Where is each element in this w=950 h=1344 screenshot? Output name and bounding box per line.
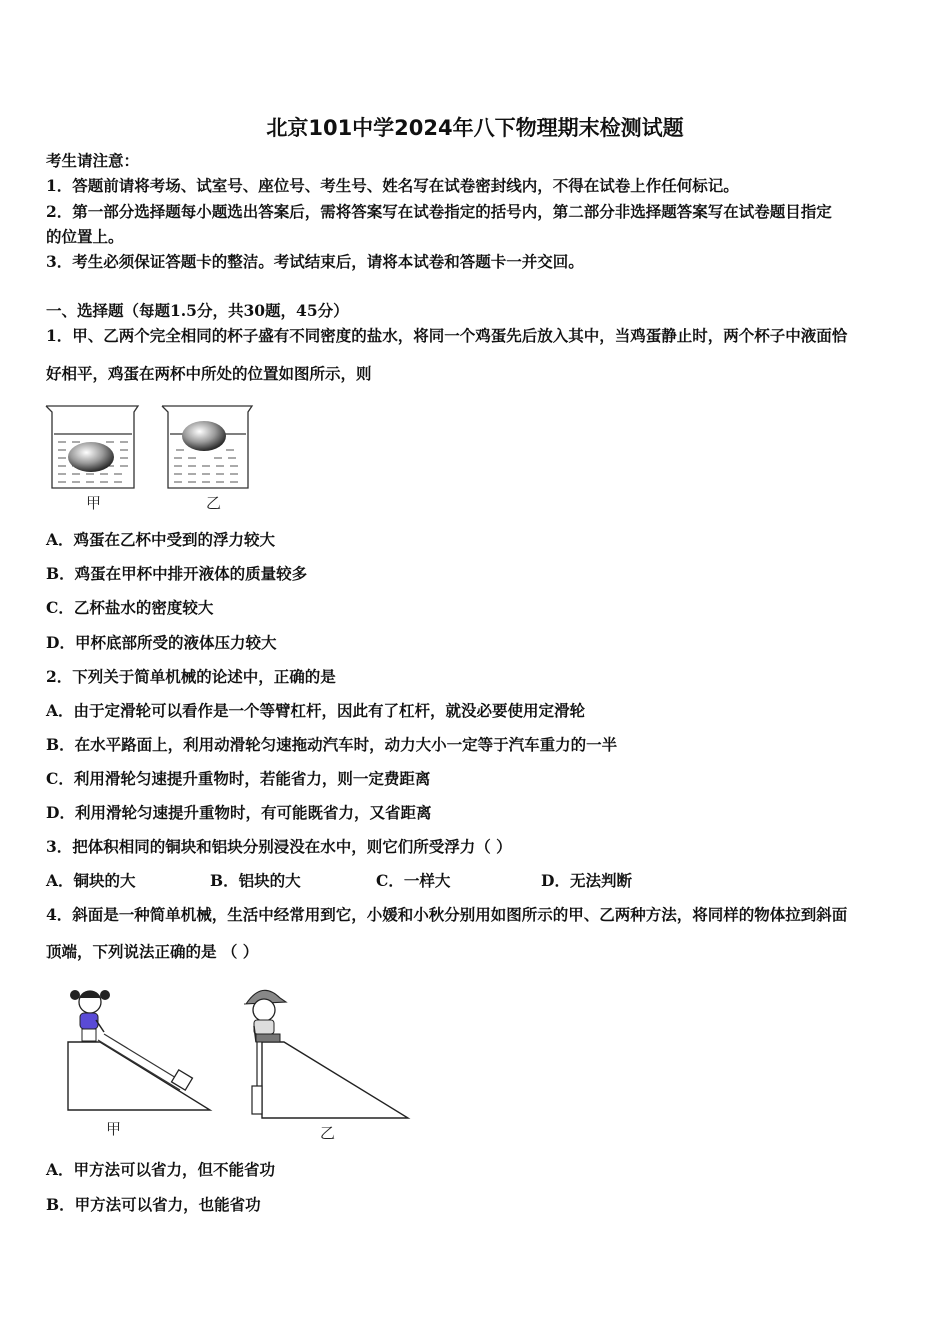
liquid-b-hatching	[174, 450, 238, 482]
block-b	[252, 1086, 262, 1114]
q1-label-b: 乙	[206, 494, 222, 512]
q1-label-a: 甲	[86, 494, 102, 512]
incline-b	[262, 1042, 408, 1118]
girl-figure	[70, 990, 110, 1041]
q2-option-d: D．利用滑轮匀速提升重物时，有可能既省力，又省距离	[46, 803, 432, 822]
q1-beakers-figure	[40, 398, 270, 516]
notice-item-1: 1．答题前请将考场、试室号、座位号、考生号、姓名写在试卷密封线内，不得在试卷上作任何标记。	[46, 176, 739, 195]
q2-stem: 2．下列关于简单机械的论述中，正确的是	[46, 667, 336, 686]
q1-option-b: B．鸡蛋在甲杯中排开液体的质量较多	[46, 564, 308, 583]
egg-b	[182, 421, 226, 451]
egg-a	[68, 442, 114, 472]
notice-item-3: 3．考生必须保证答题卡的整洁。考试结束后，请将本试卷和答题卡一并交回。	[46, 252, 584, 271]
section-heading: 一、选择题（每题1.5分，共30题，45分）	[46, 301, 349, 320]
q4-stem-line1: 4．斜面是一种简单机械，生活中经常用到它，小媛和小秋分别用如图所示的甲、乙两种方法，将同样的物体拉到斜面	[46, 905, 848, 924]
q4-option-a: A．甲方法可以省力，但不能省功	[46, 1160, 276, 1179]
q1-stem-line2: 好相平，鸡蛋在两杯中所处的位置如图所示，则	[46, 364, 372, 383]
q4-option-b: B．甲方法可以省力，也能省功	[46, 1195, 261, 1214]
q4-stem-line2: 顶端，下列说法正确的是 （ ）	[46, 942, 259, 961]
notice-heading: 考生请注意：	[46, 151, 140, 170]
q1-stem-line1: 1．甲、乙两个完全相同的杯子盛有不同密度的盐水，将同一个鸡蛋先后放入其中，当鸡蛋静止时，两个杯子中液面恰	[46, 326, 848, 345]
q1-option-a: A．鸡蛋在乙杯中受到的浮力较大	[46, 530, 276, 549]
q3-option-a: A．铜块的大	[46, 871, 136, 890]
q2-option-a: A．由于定滑轮可以看作是一个等臂杠杆，因此有了杠杆，就没必要使用定滑轮	[46, 701, 586, 720]
page-title: 北京101中学2024年八下物理期末检测试题	[266, 116, 684, 140]
boy-figure	[244, 990, 286, 1042]
q4-label-a: 甲	[106, 1120, 122, 1138]
q4-label-b: 乙	[320, 1124, 336, 1142]
q2-option-b: B．在水平路面上，利用动滑轮匀速拖动汽车时，动力大小一定等于汽车重力的一半	[46, 735, 618, 754]
q1-option-c: C．乙杯盐水的密度较大	[46, 598, 214, 617]
q4-incline-figure	[40, 980, 420, 1145]
notice-item-2-continued: 的位置上。	[46, 227, 124, 246]
q3-option-c: C．一样大	[376, 871, 451, 890]
q3-stem: 3．把体积相同的铜块和铝块分别浸没在水中，则它们所受浮力（ ）	[46, 837, 512, 856]
q1-option-d: D．甲杯底部所受的液体压力较大	[46, 633, 277, 652]
q3-option-b: B．铝块的大	[210, 871, 301, 890]
q2-option-c: C．利用滑轮匀速提升重物时，若能省力，则一定费距离	[46, 769, 431, 788]
notice-item-2: 2．第一部分选择题每小题选出答案后，需将答案写在试卷指定的括号内，第二部分非选择题答案写在试卷题目指定	[46, 202, 832, 221]
q3-option-d: D．无法判断	[541, 871, 632, 890]
